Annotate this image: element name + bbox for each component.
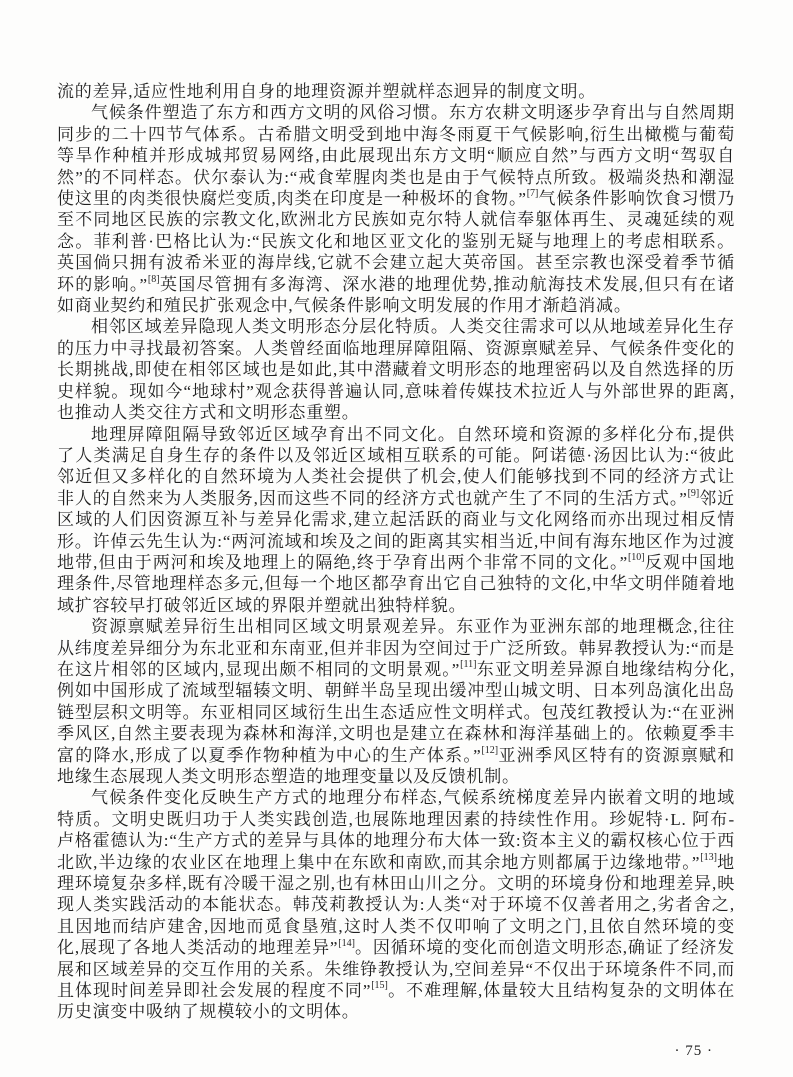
footnote-ref: [10] <box>627 552 645 564</box>
page-body <box>57 81 735 1023</box>
footnote-ref: [7] <box>526 188 539 200</box>
footnote-ref: [14] <box>338 937 355 949</box>
paragraph-climate-change: 气候条件变化反映生产方式的地理分布样态,气候系统梯度差异内嵌着文明的地域特质。文明史既归功于人类实践创造,也展陈地理因素的持续性作用。珍妮特·L. 阿布-卢格霍德认为:“生产方式的差异与具体的地理分布大体一致:资本主义的霸权核心位于西北欧,半边缘的农业区在地理上集中在东欧和南欧,而其余地方则都属于边缘地带。”[13]地理环境复杂多样,既有冷暖干湿之别,也有林田山川之分。文明的环境身份和地理差异,映现人类实践活动的本能状态。韩茂莉教授认为:人类“对于环境不仅善者用之,劣者舍之,且因地而结庐建舍,因地而觅食垦殖,这时人类不仅叩响了文明之门,且依自然环境的变化,展现了各地人类活动的地理差异”[14]。因循环境的变化而创造文明形态,确证了经济发展和区域差异的交互作用的关系。朱维铮教授认为,空间差异“不仅出于环境条件不同,而且体现时间差异即社会发展的程度不同”[15]。不难理解,体量较大且结构复杂的文明体在历史演变中吸纳了规模较小的文明体。 <box>57 788 735 1022</box>
footnote-ref: [12] <box>481 744 499 756</box>
paragraph-geographic-barriers: 地理屏障阻隔导致邻近区域孕育出不同文化。自然环境和资源的多样化分布,提供了人类满足自身生存的条件以及邻近区域相互联系的可能。阿诺德·汤因比认为:“彼此邻近但又多样化的自然环境为人类社会提供了机会,使人们能够找到不同的经济方式让非人的自然来为人类服务,因而这些不同的经济方式也就产生了不同的生活方式。”[9]邻近区域的人们因资源互补与差异化需求,建立起活跃的商业与文化网络而亦出现过相反情形。许倬云先生认为:“两河流域和埃及之间的距离其实相当近,中间有海东地区作为过渡地带,但由于两河和埃及地理上的隔绝,终于孕育出两个非常不同的文化。”[10]反观中国地理条件,尽管地理样态多元,但每一个地区都孕育出它自己独特的文化,中华文明伴随着地域扩容较早打破邻近区域的界限并塑就出独特样貌。 <box>57 424 736 615</box>
paragraph-climate-customs: 气候条件塑造了东方和西方文明的风俗习惯。东方农耕文明逐步孕育出与自然周期同步的二十四节气体系。古希腊文明受到地中海冬雨夏干气候影响,衍生出橄榄与葡萄等旱作种植并形成城邦贸易网络,由此展现出东方文明“顺应自然”与西方文明“驾驭自然”的不同样态。伏尔泰认为:“戒食荤腥肉类也是由于气候特点所致。极端炎热和潮湿使这里的肉类很快腐烂变质,肉类在印度是一种极坏的食物。”[7]气候条件影响饮食习惯乃至不同地区民族的宗教文化,欧洲北方民族如克尔特人就信奉躯体再生、灵魂延续的观念。菲利普·巴格比认为:“民族文化和地区亚文化的鉴别无疑与地理上的考虑相联系。英国倘只拥有波希米亚的海岸线,它就不会建立起大英帝国。甚至宗教也深受着季节循环的影响。”[8]英国尽管拥有多海湾、深水港的地理优势,推动航海技术发展,但只有在诸如商业契约和殖民扩张观念中,气候条件影响文明发展的作用才渐趋消减。 <box>57 103 735 316</box>
paragraph-continuation: 流的差异,适应性地利用自身的地理资源并塑就样态迥异的制度文明。 <box>57 82 597 101</box>
footnote-ref: [15] <box>371 980 388 992</box>
footnote-ref: [11] <box>460 659 477 671</box>
page-number: · 75 · <box>674 1043 713 1059</box>
paragraph-adjacent-regions: 相邻区域差异隐现人类文明形态分层化特质。人类交往需求可以从地域差异化生存的压力中寻找最初答案。人类曾经面临地理屏障阻隔、资源禀赋差异、气候条件变化的长期挑战,即使在相邻区域也是如此,其中潜藏着文明形态的地理密码以及自然选择的历史样貌。现如今“地球村”观念获得普遍认同,意味着传媒技术拉近人与外部世界的距离,也推动人类交往方式和文明形态重塑。 <box>57 317 735 423</box>
paragraph-resource-endowment: 资源禀赋差异衍生出相同区域文明景观差异。东亚作为亚洲东部的地理概念,往往从纬度差异细分为东北亚和东南亚,但并非因为空间过于广泛所致。韩昇教授认为:“而是在这片相邻的区域内,显现出颇不相同的文明景观。”[11]东亚文明差异源自地缘结构分化,例如中国形成了流域型辐辏文明、朝鲜半岛呈现出缓冲型山城文明、日本列岛演化出岛链型层积文明等。东亚相同区域衍生出生态适应性文明样式。包茂红教授认为:“在亚洲季风区,自然主要表现为森林和海洋,文明也是建立在森林和海洋基础上的。依赖夏季丰富的降水,形成了以夏季作物种植为中心的生产体系。”[12]亚洲季风区特有的资源禀赋和地缘生态展现人类文明形态塑造的地理变量以及反馈机制。 <box>57 617 735 786</box>
footnote-ref: [13] <box>700 851 717 863</box>
footnote-ref: [9] <box>687 488 700 500</box>
footnote-ref: [8] <box>147 274 160 285</box>
